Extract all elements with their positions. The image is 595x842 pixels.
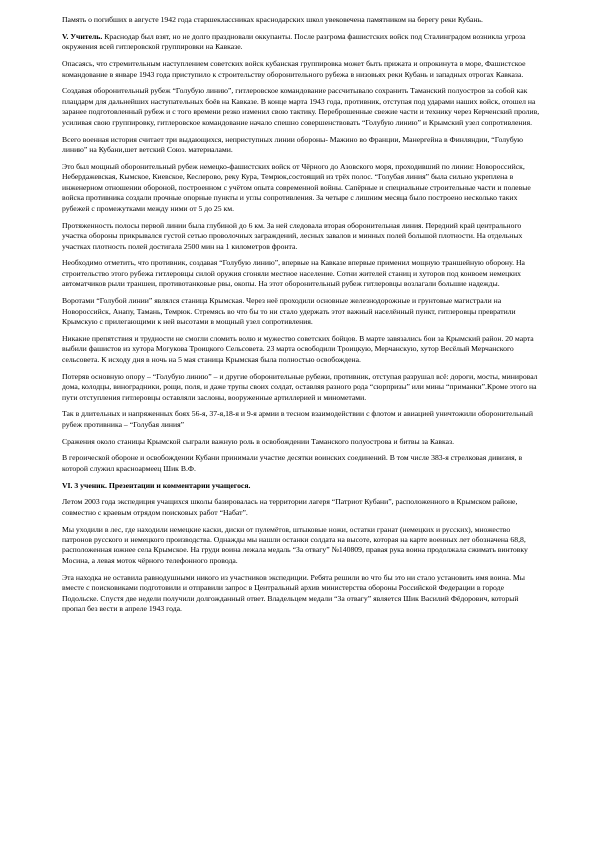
section-heading [62, 481, 540, 491]
paragraph [62, 32, 540, 53]
paragraph [62, 258, 540, 289]
paragraph [62, 135, 540, 156]
paragraph-text: Так в длительных и напряженных боях 56-я, 37-я,18-я и 9-я армии в тесном взаимодействии с флотом и авиацией уничтожили оборонительный рубеж противника – “Голубая линия” [62, 409, 533, 429]
paragraph-text: Необходимо отметить, что противник, создавая “Голубую линию”, впервые на Кавказе впервые применил мощную траншейную оборону. На строительство этого рубежа гитлеровцы силой оружия сгоняли местное население. Сотни жителей станиц и хуторов под конвоем немецких автоматчиков рыли траншеи, противотанковые рвы, окопы. На этот оборонительный рубеж гитлеровцы возлагали большие надежды. [62, 258, 525, 289]
paragraph-text: VI. 3 ученик. Презентации и комментарии учащегося. [62, 480, 251, 490]
paragraph-text: Память о погибших в августе 1942 года старшеклассниках краснодарских школ увековечена памятником на берегу реки Кубань. [62, 15, 483, 24]
paragraph-text: Никакие препятствия и трудности не смогли сломить волю и мужество советских бойцов. В марте завязались бои за Крымский район. 20 марта выбили фашистов из хутора Могукова Троицкого Сельсовета. 23 марта освободили Троицкую, Мерчанскую, хутор Весёлый Мерчанского сельсовета. К исходу дня в ночь на 5 мая станица Крымская была полностью освобождена. [62, 333, 534, 364]
paragraph [62, 334, 540, 365]
paragraph-text: Создавая оборонительный рубеж “Голубую линию”, гитлеровское командование рассчитывало сохранить Таманский полуостров за собой как плацдарм для дальнейших наступательных боёв на Кавказе. В конце марта 1943 года, противник, отступая под ударами наших войск, отошел на заранее подготовленный рубеж и с того времени резко изменил свою тактику. Переброшенные свежие части и технику через Керченский пролив, усиливая свою группировку, гитлеровское командование начало спешно совершенствовать “Голубую линию” и Крымский узел сопротивления. [62, 86, 540, 127]
paragraph-text: В героической обороне и освобождении Кубани принимали участие десятки воинских соединений. В том числе 383-я стрелковая дивизия, в которой служил красноармеец Шик В.Ф. [62, 453, 523, 473]
paragraph [62, 59, 540, 80]
paragraph-text: Краснодар был взят, но не долго праздновали оккупанты. После разгрома фашистских войск под Сталинградом возникла угроза окружения всей гитлеровской группировки на Кавказе. [62, 31, 526, 52]
section-lead: V. Учитель. [62, 31, 103, 41]
paragraph-text: Опасаясь, что стремительным наступлением советских войск кубанская группировка может быть прижата и опрокинута в море, Фашистское командование в январе 1943 года приступило к строительству оборонительного рубежа в низовьях реки Кубань и западных отрогах Кавказа. [62, 59, 526, 79]
paragraph-text: Летом 2003 года экспедиция учащихся школы базировалась на территории лагеря “Патриот Кубани”, расположенного в Крымском районе, совместно с краевым отрядом поисковых работ “Набат”. [62, 497, 518, 517]
paragraph [62, 162, 540, 214]
paragraph-text: Воротами “Голубой линии” являлся станица Крымская. Через неё проходили основные железнодорожные и грунтовые магистрали на Новороссийск, Анапу, Тамань, Темрюк. Стремясь во что бы то ни стало удержать этот важный населённый пункт, гитлеровцы превратили Крымскую с прилегающими к ней высотами в мощный узел сопротивления. [62, 296, 516, 326]
paragraph-text: Всего военная история считает три выдающихся, неприступных линии обороны- Мажино во Франции, Манергейна в Финляндии, “Голубую линию” на Кубани,шет ветский Союз. материалами. [62, 134, 524, 155]
paragraph-text: Эта находка не оставила равнодушными никого из участников экспедиции. Ребята решили во что бы это ни стало установить имя воина. Мы вместе с поисковиками подготовили и отправили запрос в Центральный архив министерства обороны Российской Федерации в городе Подольске. Спустя две недели получили долгожданный ответ. Владельцем медали “За отвагу” является Шик Василий Фёдорович, который пропал без вести в апреле 1943 года. [62, 572, 525, 614]
paragraph [62, 86, 540, 128]
paragraph [62, 573, 540, 615]
paragraph [62, 453, 540, 474]
paragraph [62, 15, 540, 25]
paragraph [62, 372, 540, 403]
paragraph [62, 221, 540, 252]
paragraph-text: Протяженность полосы первой линии была глубиной до 6 км. За ней следовала вторая оборонительная линия. Передний край центрального участка обороны прикрывался густой сетью проволочных заграждений, лесных завалов и минных полей большой плотности. На отдельных участках плотность полей достигала 2500 мин на 1 километров фронта. [62, 220, 523, 251]
paragraph [62, 409, 540, 430]
paragraph-text: Мы уходили в лес, где находили немецкие каски, диски от пулемётов, штыковые ножи, остатки гранат (немецких и русских), множество патронов русского и немецкого производства. Однажды мы нашли останки солдата на высоте, которая на карте военных лет обозначена 68,8, расположенная южнее села Крымское. На груди воина лежала медаль “За отвагу” №140809, правая рука воина продолжала сжимать винтовку Мосина, а левая моток чёрного телефонного провода. [62, 524, 528, 565]
paragraph-text: Это был мощный оборонительный рубеж немецко-фашистских войск от Чёрного до Азовского моря, проходивший по линии: Новороссийск, Небердажевская, Кымское, Киевское, Кеслерово, реку Кура, Темрюк,состоящий из трёх полос. “Голубая линия” была сильно укреплена в инженерном отношении обороной, построенном с учётом опыта современной войны. Сапёрные и специальные строительные части и полевые войска противника создали прочные опорные пункты и углы сопротивления. За четыре с лишним месяца было построено несколько таких рубежей с промежутками между ними от 5 до 25 км. [62, 161, 531, 213]
paragraph [62, 497, 540, 518]
paragraph-text: Потеряв основную опору – “Голубую линию” – и другие оборонительные рубежи, противник, отступая разрушал всё: дороги, мосты, минировал дома, колодцы, виноградники, рощи, поля, и даже трупы своих солдат, оставляя разного рода “сюрпризы” или мины “приманки”.Кроме этого на пути отступления гитлеровцы оставляли заслоны, вооруженные артиллерией и минометами. [62, 371, 538, 402]
paragraph [62, 525, 540, 567]
paragraph-text: Сражения около станицы Крымской сыграли важную роль в освобождении Таманского полуострова и битвы за Кавказ. [62, 436, 455, 446]
paragraph [62, 296, 540, 327]
paragraph [62, 437, 540, 447]
